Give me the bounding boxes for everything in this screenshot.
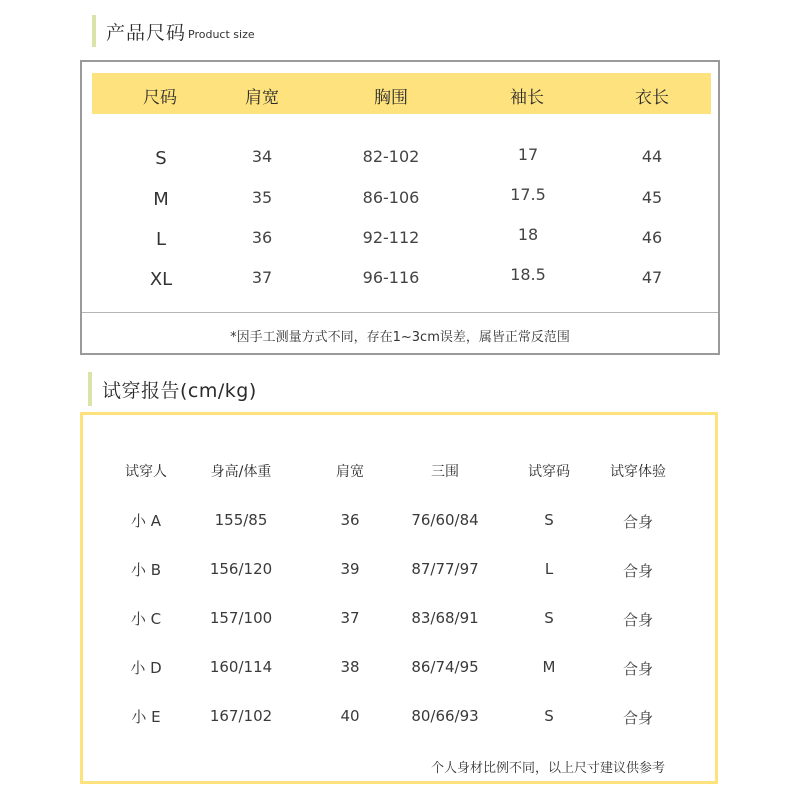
report-cell: 80/66/93	[411, 707, 479, 725]
size-cell: 36	[251, 228, 273, 247]
report-table	[80, 412, 718, 784]
size-cell: 44	[641, 147, 663, 166]
report-cell: 合身	[622, 709, 654, 727]
report-cell: 39	[340, 560, 360, 578]
report-cell: 83/68/91	[411, 609, 479, 627]
report-cell: S	[544, 511, 554, 529]
report-note: 个人身材比例不同，以上尺寸建议供参考	[430, 761, 665, 776]
size-cell: 17.5	[510, 185, 546, 204]
size-header-cell: 肩宽	[245, 88, 279, 108]
report-cell: 87/77/97	[411, 560, 479, 578]
report-header-cell: 身高/体重	[210, 464, 272, 480]
report-cell: 小 E	[131, 708, 161, 726]
size-header-cell: 尺码	[143, 88, 177, 108]
report-cell: 157/100	[209, 609, 273, 627]
title-accent-bar	[92, 15, 96, 47]
size-cell: 17	[517, 145, 539, 164]
size-cell: 18	[517, 225, 539, 244]
size-cell: M	[153, 189, 169, 210]
size-cell: XL	[149, 269, 173, 290]
report-cell: 36	[340, 511, 360, 529]
report-cell: 合身	[622, 562, 654, 580]
size-cell: S	[155, 148, 167, 169]
title-accent-bar	[88, 372, 92, 406]
report-cell: L	[544, 560, 554, 578]
report-cell: 155/85	[214, 511, 268, 529]
size-cell: 82-102	[362, 147, 420, 166]
size-title-text: 产品尺码	[106, 21, 187, 44]
report-section-title	[88, 370, 257, 408]
size-subtitle-text: Product size	[188, 28, 255, 41]
size-cell: 35	[251, 188, 273, 207]
size-note: *因手工测量方式不同，存在1~3cm误差，属皆正常反范围	[230, 330, 570, 345]
report-cell: 156/120	[209, 560, 273, 578]
size-header-cell: 胸围	[374, 88, 408, 108]
report-cell: M	[542, 658, 556, 676]
report-header-cell: 肩宽	[336, 464, 364, 480]
report-cell: S	[544, 609, 554, 627]
report-cell: 38	[340, 658, 360, 676]
report-cell: 86/74/95	[411, 658, 479, 676]
size-table-divider	[82, 312, 718, 313]
report-header-cell: 试穿体验	[610, 464, 666, 480]
size-header-cell: 衣长	[635, 88, 669, 108]
report-header-cell: 试穿码	[528, 464, 570, 480]
size-cell: 18.5	[510, 265, 546, 284]
size-cell: 86-106	[362, 188, 420, 207]
report-cell: 合身	[622, 660, 654, 678]
size-cell: 92-112	[362, 228, 420, 247]
size-cell: 37	[251, 268, 273, 287]
report-title-text: 试穿报告(cm/kg)	[102, 379, 257, 402]
report-cell: 合身	[622, 611, 654, 629]
size-cell: 46	[641, 228, 663, 247]
report-cell: 合身	[622, 513, 654, 531]
report-header-cell: 三围	[431, 464, 459, 480]
report-cell: 160/114	[209, 658, 273, 676]
report-cell: 小 C	[130, 610, 162, 628]
report-cell: 40	[340, 707, 360, 725]
size-table	[80, 60, 720, 355]
size-section-title	[92, 14, 255, 48]
size-cell: 45	[641, 188, 663, 207]
size-table-header	[92, 73, 711, 114]
size-header-cell: 袖长	[510, 88, 544, 108]
report-header-cell: 试穿人	[125, 464, 167, 480]
report-cell: 小 D	[130, 659, 162, 677]
size-cell: 34	[251, 147, 273, 166]
report-cell: 37	[340, 609, 360, 627]
report-cell: S	[544, 707, 554, 725]
size-cell: L	[155, 229, 167, 250]
report-cell: 小 A	[130, 512, 162, 530]
size-cell: 47	[641, 268, 663, 287]
report-cell: 76/60/84	[411, 511, 479, 529]
report-cell: 小 B	[130, 561, 162, 579]
size-cell: 96-116	[362, 268, 420, 287]
report-cell: 167/102	[209, 707, 273, 725]
